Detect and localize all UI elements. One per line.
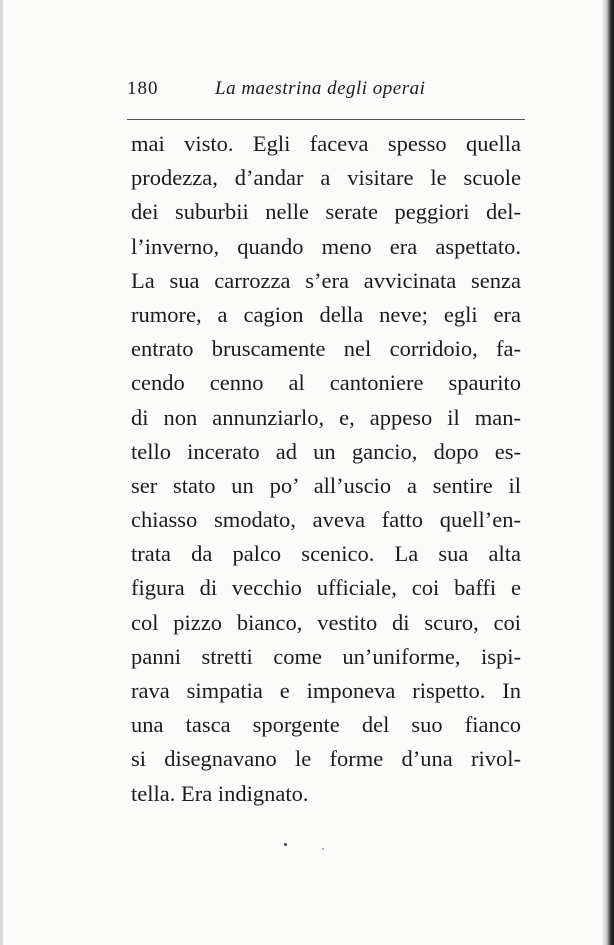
text-line: di non annunziarlo, e, appeso il man- <box>131 404 521 430</box>
text-line: La sua carrozza s’era avvicinata senza <box>131 267 521 293</box>
text-line: dei suburbii nelle serate peggiori del- <box>131 199 521 225</box>
text-line: panni stretti come un’uniforme, ispi- <box>131 643 521 669</box>
paper-speck <box>284 843 287 846</box>
text-line: prodezza, d’andar a visitare le scuole <box>131 165 521 191</box>
header-rule <box>127 119 525 120</box>
text-line: l’inverno, quando meno era aspettato. <box>131 233 521 259</box>
text-line: cendo cenno al cantoniere spaurito <box>131 370 521 396</box>
page-number: 180 <box>127 78 159 99</box>
text-line: si disegnavano le forme d’una rivol- <box>131 746 521 772</box>
text-line: trata da palco scenico. La sua alta <box>131 541 521 567</box>
text-line: ser stato un po’ all’uscio a sentire il <box>131 472 521 498</box>
paper-speck <box>322 848 324 850</box>
text-line: rumore, a cagion della neve; egli era <box>131 301 521 327</box>
page-left-edge <box>0 0 3 945</box>
text-line: mai visto. Egli faceva spesso quella <box>131 131 521 156</box>
running-title: La maestrina degli operai <box>215 78 426 99</box>
text-line: rava simpatia e imponeva rispetto. In <box>131 678 521 703</box>
text-line-last: tella. Era indignato. <box>131 780 309 806</box>
text-line: una tasca sporgente del suo fianco <box>131 712 521 738</box>
text-line: col pizzo bianco, vestito di scuro, coi <box>131 609 521 635</box>
text-line: figura di vecchio ufficiale, coi baffi e <box>131 575 521 601</box>
text-line: entrato bruscamente nel corridoio, fa- <box>131 336 521 362</box>
page-binding-edge <box>602 0 614 945</box>
text-line: chiasso smodato, aveva fatto quell’en- <box>131 507 521 533</box>
body-text <box>131 127 521 811</box>
text-line: tello incerato ad un gancio, dopo es- <box>131 438 521 464</box>
running-head <box>127 74 527 104</box>
